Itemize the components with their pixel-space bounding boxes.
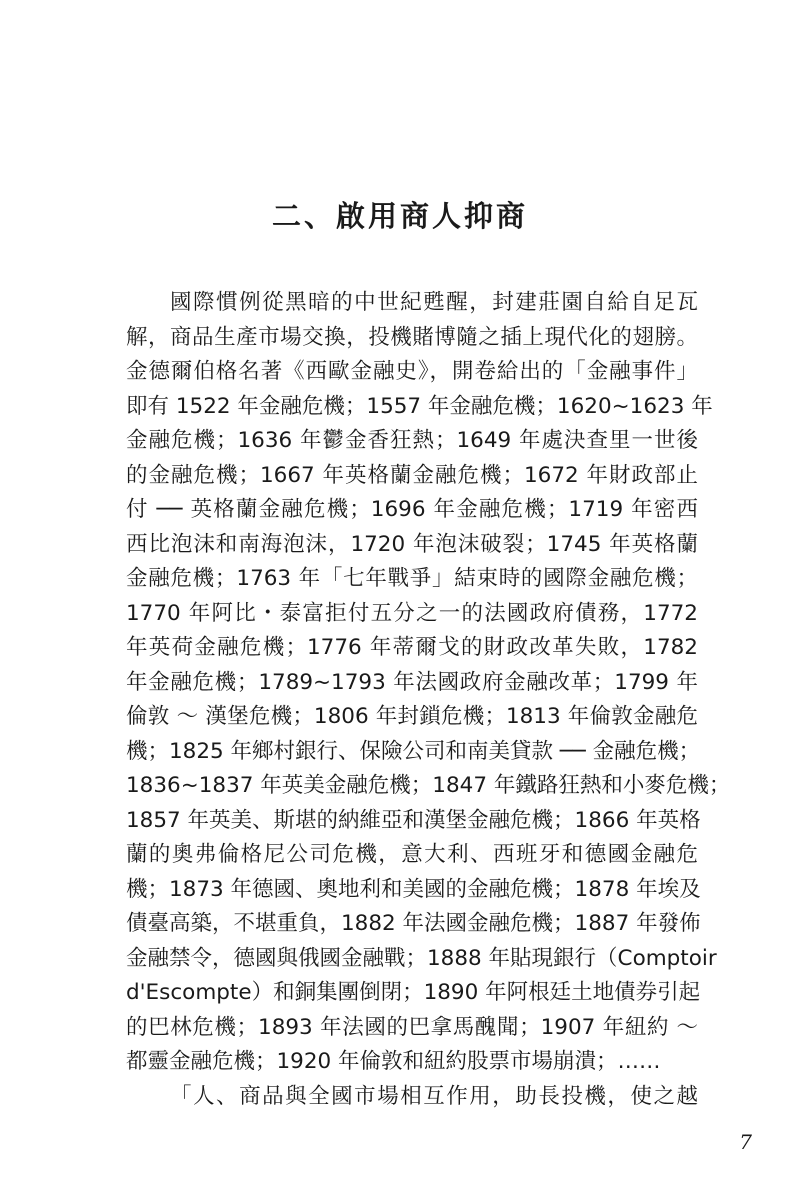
text-line: 都靈金融危機；1920 年倫敦和紐約股票市場崩潰；…… (126, 1049, 661, 1074)
text-line: 機；1873 年德國、奧地利和美國的金融危機；1878 年埃及 (126, 876, 701, 902)
text-line: 債臺高築，不堪重負，1882 年法國金融危機；1887 年發佈 (126, 911, 701, 936)
text-line: 1836~1837 年英美金融危機；1847 年鐵路狂熱和小麥危機； (126, 773, 731, 798)
text-line: 西比泡沫和南海泡沫，1720 年泡沫破裂；1745 年英格蘭 (126, 531, 698, 557)
page-number: 7 (739, 1130, 752, 1154)
text-line: d'Escompte）和銅集團倒閉；1890 年阿根廷土地債券引起 (126, 980, 701, 1005)
text-line: 蘭的奧弗倫格尼公司危機，意大利、西班牙和德國金融危 (126, 842, 698, 867)
text-line: 1770 年阿比・泰富拒付五分之一的法國政府債務，1772 (126, 600, 698, 626)
text-line: 1857 年英美、斯堪的納維亞和漢堡金融危機；1866 年英格 (126, 807, 701, 833)
text-line: 解，商品生產市場交換，投機賭博隨之插上現代化的翅膀。 (126, 324, 698, 350)
text-line: 倫敦 ～ 漢堡危機；1806 年封鎖危機；1813 年倫敦金融危 (126, 704, 698, 729)
text-line: 年金融危機；1789~1793 年法國政府金融改革；1799 年 (126, 669, 698, 695)
text-line: 機；1825 年鄉村銀行、保險公司和南美貸款 ── 金融危機； (126, 738, 701, 764)
text-line: 金融危機；1636 年鬱金香狂熱；1649 年處決查里一世後 (126, 428, 698, 453)
body-text (126, 286, 731, 1114)
text-line: 即有 1522 年金融危機；1557 年金融危機；1620~1623 年 (126, 393, 713, 419)
text-line: 金德爾伯格名著《西歐金融史》，開卷給出的「金融事件」 (126, 359, 698, 384)
text-line: 金融禁令，德國與俄國金融戰；1888 年貼現銀行（Comptoir (126, 945, 717, 971)
text-line: 國際慣例從黑暗的中世紀甦醒，封建莊園自給自足瓦 (170, 290, 698, 315)
text-line: 金融危機；1763 年「七年戰爭」結束時的國際金融危機； (126, 566, 698, 591)
text-line: 的金融危機；1667 年英格蘭金融危機；1672 年財政部止 (126, 462, 698, 488)
text-line: 付 ── 英格蘭金融危機；1696 年金融危機；1719 年密西 (126, 497, 698, 522)
text-line: 年英荷金融危機；1776 年蒂爾戈的財政改革失敗，1782 (126, 635, 698, 660)
text-line: 的巴林危機；1893 年法國的巴拿馬醜聞；1907 年紐約 ～ (126, 1014, 698, 1040)
page-title: 二、啟用商人抑商 (271, 199, 528, 233)
text-line: 「人、商品與全國市場相互作用，助長投機，使之越 (170, 1083, 698, 1109)
